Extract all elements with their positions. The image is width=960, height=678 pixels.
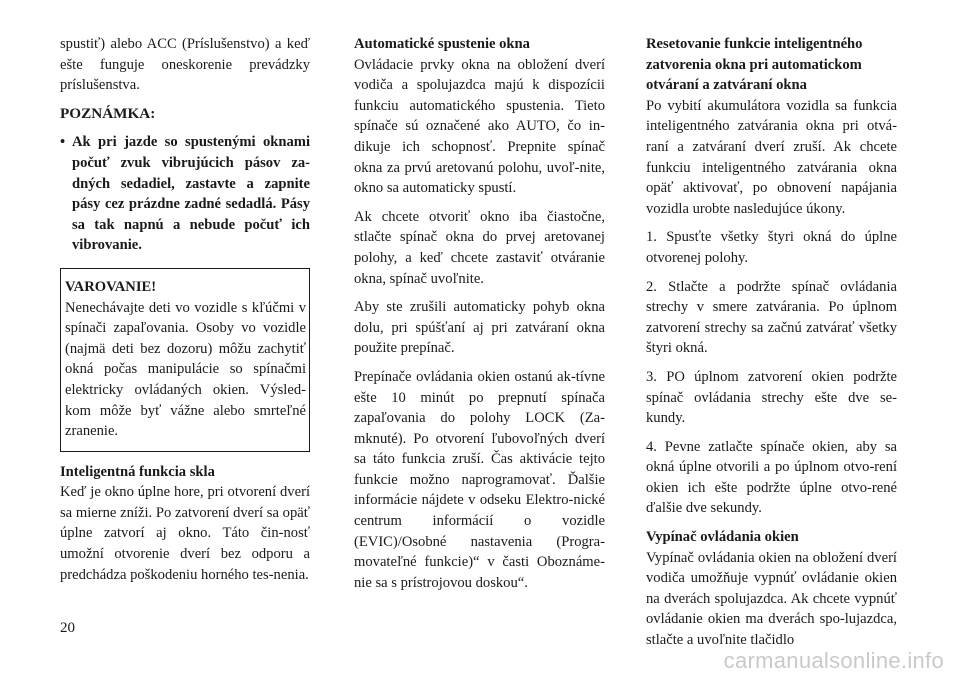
auto-down-paragraph-1: Ovládacie prvky okna na obložení dverí vodiča a spolujazdca majú k dispozícii funkciu automatického spustenia. Tieto spínače sú označené ako AUTO, čo in-dikuje ich schopnosť. Prepnite spínač okna za prvú aretovanú polohu, uvoľ-nite, okno sa automaticky spustí.: [354, 56, 605, 197]
section-title-smart-glass: Inteligentná funkcia skla: [60, 463, 215, 480]
column-left: [60, 34, 310, 593]
column-middle: [354, 34, 605, 601]
window-lockout-section: [646, 527, 897, 651]
smart-glass-section: [60, 462, 310, 586]
warning-title: VAROVANIE!: [65, 278, 157, 295]
note-bullet: • Ak pri jazde so spustenými oknami počuť zvuk vibrujúcich pásov za-dných sedadiel, zastavte a zapnite pásy cez prázdne zadné sedadlá. Pásy sa tak napnú a nebude počuť ich vibrovanie.: [60, 132, 310, 256]
note-title: POZNÁMKA:: [60, 104, 156, 122]
auto-down-paragraph-2: Ak chcete otvoriť okno iba čiastočne, stlačte spínač okna do prvej aretovanej polohy, a keď chcete zastaviť otváranie okna, spínač uvoľnite.: [354, 208, 605, 287]
reset-step-2: 2. Stlačte a podržte spínač ovládania strechy v smere zatvárania. Po úplnom zatvorení strechy sa začnú zatvárať všetky štyri okná.: [646, 278, 897, 357]
reset-intro: Po vybití akumulátora vozidla sa funkcia inteligentného zatvárania okna pri otvá-raní a zatváraní dverí zruší. Ak chcete funkciu inteligentného zatvárania okna opäť aktivovať, po obnovení napájania vozidla urobte nasledujúce úkony.: [646, 97, 897, 217]
reset-section: [646, 34, 897, 219]
warning-box: [60, 268, 310, 452]
watermark: carmanualsonline.info: [723, 648, 944, 673]
reset-step-3: 3. PO úplnom zatvorení okien podržte spínač ovládania strechy ešte dve se-kundy.: [646, 368, 897, 427]
column-right: [646, 34, 897, 659]
section-body-smart-glass: Keď je okno úplne hore, pri otvorení dverí sa mierne zníži. Po zatvorení dverí sa opäť úplne zatvorí aj okno. Táto čin-nosť umožní otvorenie dverí bez odporu a predchádza poškodeniu horného tes-nenia.: [60, 484, 310, 583]
reset-step-4: 4. Pevne zatlačte spínače okien, aby sa okná úplne otvorili a po úplnom otvo-rení okien ich ešte podržte úplne otvo-rené ďalšie dve sekundy.: [646, 438, 897, 517]
warning-body: Nenechávajte deti vo vozidle s kľúčmi v spínači zapaľovania. Osoby vo vozidle (najmä deti bez dozoru) môžu zachytiť okná počas manipulácie so spínačmi elektricky ovládaných okien. Výsled-kom môže byť vážne alebo smrteľné zranenie.: [65, 299, 306, 440]
note-list: [60, 132, 310, 256]
auto-down-section: [354, 34, 605, 199]
auto-down-paragraph-3: Aby ste zrušili automaticky pohyb okna dolu, pri spúšťaní aj pri zatváraní okna použite prepínač.: [354, 299, 605, 357]
section-body-window-lockout: Vypínač ovládania okien na obložení dverí vodiča umožňuje vypnúť ovládanie okien na dverách spolujazdca. Ak chcete vypnúť ovládanie okien ma dverách spo-lujazdca, stlačte a uvoľnite tlačidlo: [646, 549, 897, 649]
intro-paragraph: spustiť) alebo ACC (Príslušenstvo) a keď ešte funguje oneskorenie prevádzky príslušenstva.: [60, 36, 310, 94]
section-title-reset: Resetovanie funkcie inteligentného zatvorenia okna pri automatickom otváraní a zatváraní okna: [646, 36, 863, 94]
auto-down-paragraph-4: Prepínače ovládania okien ostanú ak-tívne ešte 10 minút po prepnutí spínača zapaľovania do polohy LOCK (Za-mknuté). Po otvorení ľubovoľných dverí sa táto funkcia zruší. Čas aktivácie tejto funkcie možno naprogramovať. Ďalšie informácie nájdete v odseku Elektro-nické centrum informácií o vozidle (EVIC)/Osobné nastavenia (Progra-movateľné funkcie)“ v časti Oboznáme-nie sa s prístrojovou doskou“.: [354, 368, 605, 591]
page-number: 20: [60, 620, 75, 636]
reset-step-1: 1. Spusťte všetky štyri okná do úplne otvorenej polohy.: [646, 229, 897, 266]
section-title-auto-down: Automatické spustenie okna: [354, 36, 530, 52]
section-title-window-lockout: Vypínač ovládania okien: [646, 529, 799, 546]
